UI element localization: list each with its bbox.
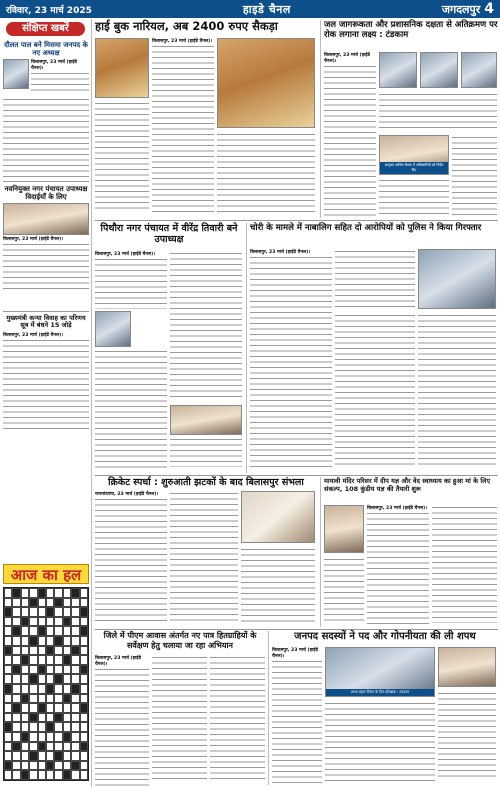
dateline: राजनांदगांव, 23 मार्च (हाईडे चैनल)। [95, 492, 159, 497]
coconut-photo-small [95, 38, 149, 98]
puzzle-title: आज का हल [3, 564, 89, 584]
dateline: बिलासपुर, 23 मार्च (हाईडे चैनल)। [324, 53, 370, 64]
dateline: बिलासपुर, 23 मार्च (हाईडे चैनल)। [95, 656, 141, 667]
arrest-photo [418, 249, 496, 309]
article-body [217, 132, 315, 214]
left-column [0, 19, 92, 787]
section-title: संक्षिप्त खबरें [6, 22, 85, 36]
brief-headline: मुख्यमंत्री कन्या विवाह का परिणय सूत्र में बंधने 15 जोड़े [6, 314, 86, 330]
photo-caption: शपथ ग्रहण मिलन के दिन प्रशिक्षक : टंडकाम [326, 689, 434, 696]
crime-story [246, 223, 498, 473]
dateline: बिलासपुर, 23 मार्च (हाईडे चैनल)। [95, 252, 155, 257]
commissioner-story [320, 20, 498, 218]
article-body [152, 44, 214, 214]
article-body [324, 557, 364, 623]
brief-photo [3, 203, 89, 235]
story-headline: मायावी मंदिर परिसर में दीप यज्ञ और वेद स्वाध्याय का हुआ मां के लिए संकल्प, 108 कुंडीय यज्ञ की तैयारी शुरू [324, 477, 491, 493]
edition-name: जगदलपुर [441, 2, 481, 16]
dateline: बिलासपुर, 23 मार्च (हाईडे चैनल)। [31, 60, 77, 72]
article-body [3, 97, 89, 179]
article-body [325, 701, 435, 781]
article-body [3, 242, 89, 292]
story-headline: हाई बुक नारियल, अब 2400 रुपए सैकड़ा [95, 19, 278, 33]
dateline: बिलासपुर, 23 मार्च (हाईडे चैनल)। [272, 648, 318, 659]
brief-story-2 [3, 185, 89, 292]
dateline: बिलासपुर, 23 मार्च (हाईडे चैनल)। [3, 332, 63, 338]
paper-name: हाइडे चैनल [242, 2, 291, 16]
article-body [210, 655, 265, 783]
cricket-photo [241, 491, 315, 543]
article-body [335, 249, 415, 309]
story-headline: जल जागरूकता और प्रशासनिक दक्षता से अतिक्रमण पर रोक लगाना लक्ष्य : टंडकाम [324, 20, 498, 40]
article-body [379, 178, 449, 215]
brief-photo [3, 59, 29, 89]
puzzle-block [3, 564, 89, 781]
article-body [95, 349, 167, 469]
dateline: बिलासपुर, 23 मार्च (हाईडे चैनल)। [3, 237, 63, 243]
panchayat-photo-2 [170, 405, 242, 435]
story-headline: चोरी के मामले में नाबालिग सहित दो आरोपियों को पुलिस ने किया गिरफ्तार [250, 223, 482, 233]
coconut-story [95, 20, 317, 218]
article-body [170, 251, 242, 401]
story-headline: पिथौरा नगर पंचायत में वीरेंद्र तिवारी बने उपाध्यक्ष [100, 223, 238, 245]
officer-portrait-3 [461, 52, 497, 88]
oath-story [268, 631, 498, 785]
article-body [95, 101, 149, 211]
article-body [241, 547, 315, 623]
article-body [335, 313, 415, 468]
oath-photo [325, 647, 435, 697]
article-body [95, 257, 167, 309]
article-body [438, 691, 496, 781]
masthead [0, 0, 500, 18]
photo-caption: आयुक्त शामिल बैठक में अधिकारियों को निर्देश दिए [380, 162, 448, 174]
temple-story [320, 477, 498, 627]
issue-date: रविवार, 23 मार्च 2025 [6, 5, 92, 16]
page-number: 4 [484, 1, 494, 17]
dateline: बिलासपुर, 23 मार्च (हाईडे चैनल)। [250, 250, 310, 255]
article-body [3, 338, 89, 430]
temple-photo [324, 505, 364, 553]
panchayat-story [95, 223, 243, 473]
article-body [432, 505, 497, 623]
housing-story [95, 631, 265, 785]
article-body [418, 313, 496, 468]
article-body [170, 491, 238, 623]
officer-portrait-1 [379, 52, 417, 88]
meeting-photo [379, 135, 449, 175]
brief-headline: नवनियुक्त नगर पंचायत उपाध्यक्ष विदाईयाँ के लिए [4, 185, 88, 202]
article-body [379, 92, 497, 132]
article-body [367, 511, 429, 625]
dateline: बिलासपुर, 23 मार्च (हाईडे चैनल)। [152, 39, 212, 44]
article-body [170, 437, 242, 467]
coconut-photo-main [217, 38, 315, 128]
member-photo [438, 647, 496, 687]
story-headline: जनपद सदस्यों ने पद और गोपनीयता की ली शपथ [294, 631, 476, 642]
officer-portrait-2 [420, 52, 458, 88]
article-body [324, 64, 376, 224]
brief-story-1 [3, 41, 89, 179]
brief-headline: दौलत पाल बने मिसमा जनपद के नए अध्यक्ष [4, 41, 88, 58]
crossword-grid [3, 587, 89, 781]
cricket-story [95, 477, 317, 627]
article-body [95, 497, 167, 623]
article-body [152, 655, 207, 783]
dateline: बिलासपुर, 23 मार्च (हाईडे चैनल)। [367, 506, 427, 511]
article-body [95, 667, 149, 787]
story-headline: जिले में पीएम आवास अंतर्गत नए पात्र हितग्राहियों के सर्वेक्षण हेतु चलाया जा रहा अभियान [103, 631, 257, 650]
article-body [250, 255, 332, 470]
article-body [452, 135, 497, 215]
story-headline: क्रिकेट स्पर्धा : शुरुआती झटकों के बाद बिलासपुर संभला [108, 477, 304, 488]
article-body [272, 659, 322, 787]
brief-story-3 [3, 315, 89, 430]
panchayat-photo [95, 311, 131, 347]
